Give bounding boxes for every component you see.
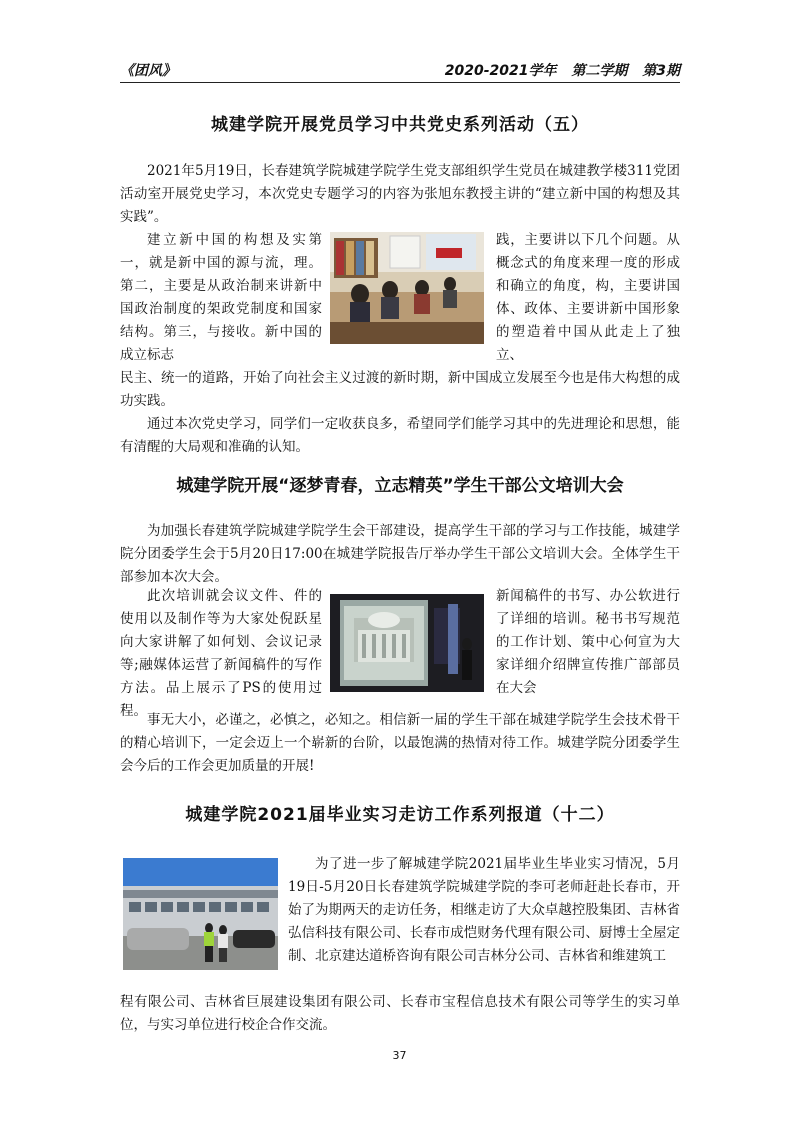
article3-continuation: 程有限公司、吉林省巨展建设集团有限公司、长春市宝程信息技术有限公司等学生的实习单位，与实习单位进行校企合作交流。: [120, 994, 680, 1033]
article2-right-text: 新闻稿件的书写、办公软进行了详细的培训。秘书书写规范的工作计划、策中心何宣为大家详细介绍牌宣传推广部部员在大会: [496, 588, 680, 696]
article1-paragraph3: 通过本次党史学习，同学们一定收获良多，希望同学们能学习其中的先进理论和思想，能有清醒的大局观和准确的认知。: [120, 416, 680, 455]
article3-right-text: 为了进一步了解城建学院2021届毕业生毕业实习情况，5月19日-5月20日长春建筑学院城建学院的李可老师赶赴长春市，开始了为期两天的走访任务，相继走访了大众卓越控股集团、吉林省弘信科技有限公司、长春市成恺财务代理有限公司、厨博士全屋定制、北京建达道桥咨询有限公司吉林分公司、吉林省和维建筑工: [288, 856, 680, 964]
article1-continuation: 民主、统一的道路，开始了向社会主义过渡的新时期，新中国成立发展至今也是伟大构想的成功实践。: [120, 370, 680, 409]
running-header: [120, 60, 680, 82]
article2-title: 城建学院开展“逐梦青春，立志精英”学生干部公文培训大会: [176, 476, 624, 496]
article2-left-text: 此次培训就会议文件、件的使用以及制作等为大家处倪跃星向大家讲解了如何划、会议记录等;融媒体运营了新闻稿件的写作方法。品上展示了PS的使用过程。: [120, 588, 322, 719]
article2-photo: [330, 594, 484, 692]
article2-paragraph3: 事无大小，必谨之，必慎之，必知之。相信新一届的学生干部在城建学院学生会技术骨干的精心培训下，一定会迈上一个崭新的台阶，以最饱满的热情对待工作。城建学院分团委学生会今后的工作会更加质量的开展!: [120, 712, 680, 774]
header-rule: [120, 82, 680, 83]
page-number: 37: [392, 1049, 407, 1062]
journal-name: 《团风》: [120, 63, 176, 79]
article1-right-text: 践，主要讲以下几个问题。从概念式的角度来理一度的形成和确立的角度，构，主要讲国体、政体、主要讲新中国形象的塑造着中国从此走上了独立、: [496, 232, 680, 363]
article2-paragraph1: 为加强长春建筑学院城建学院学生会干部建设，提高学生干部的学习与工作技能，城建学院分团委学生会于5月20日17:00在城建学院报告厅举办学生干部公文培训大会。全体学生干部参加本次大会。: [120, 523, 680, 585]
article1-title: 城建学院开展党员学习中共党史系列活动（五）: [211, 115, 589, 135]
article3-photo: [123, 858, 278, 970]
article1-paragraph1: 2021年5月19日，长春建筑学院城建学院学生党支部组织学生党员在城建教学楼311党团活动室开展党史学习，本次党史专题学习的内容为张旭东教授主讲的“建立新中国的构想及其实践”。: [120, 163, 680, 225]
article1-left-text: 建立新中国的构想及实第一，就是新中国的源与流，理。第二，主要是从政治制来讲新中国政治制度的架政党制度和国家结构。第三，与接收。新中国的成立标志: [120, 232, 322, 363]
article1-photo: [330, 232, 484, 344]
article3-title: 城建学院2021届毕业实习走访工作系列报道（十二）: [185, 805, 615, 825]
issue-info: 2020-2021学年 第二学期 第3期: [444, 63, 680, 79]
